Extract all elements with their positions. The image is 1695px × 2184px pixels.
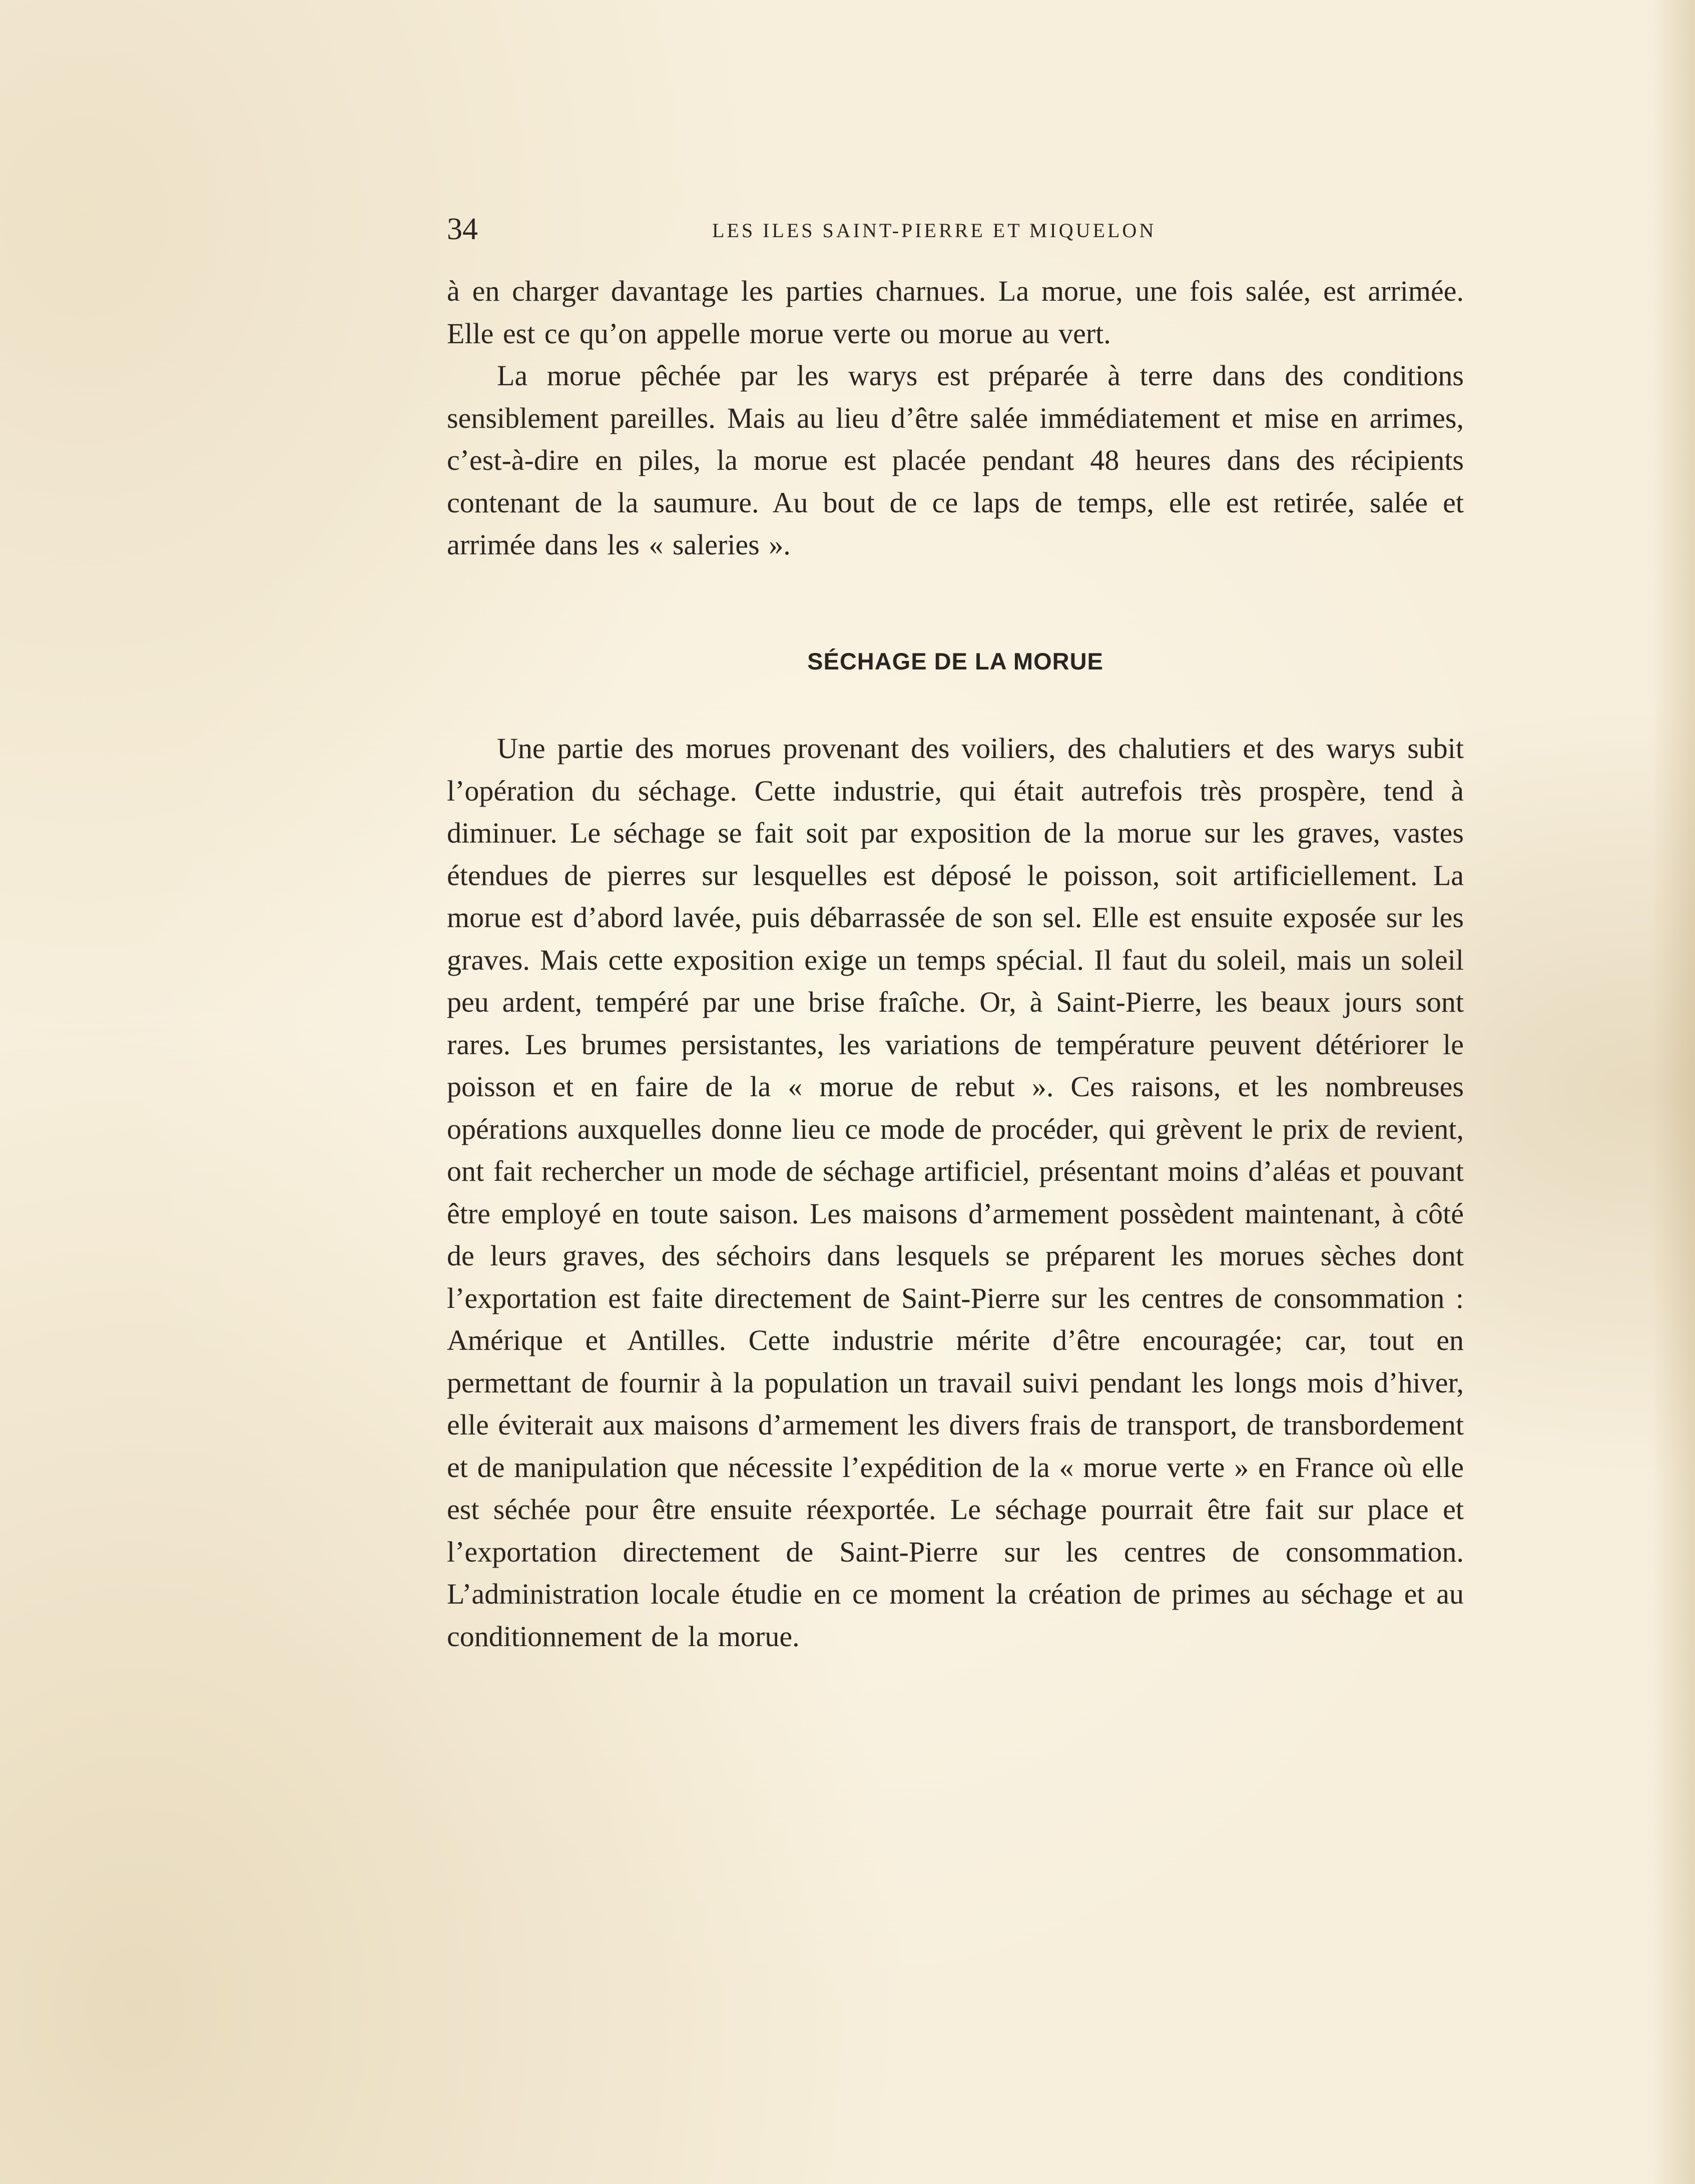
paragraph-sechage: Une partie des morues provenant des voiliers, des chalutiers et des warys subit l’opération du séchage. Cette industrie, qui était autrefois très prospère, tend à diminuer. Le séchage se fait soit par exposition de la morue sur les graves, vastes étendues de pierres sur lesquelles est déposé le poisson, soit artificiellement. La morue est d’abord lavée, puis débarrassée de son sel. Elle est ensuite exposée sur les graves. Mais cette exposition exige un temps spécial. Il faut du soleil, mais un soleil peu ardent, tempéré par une brise fraîche. Or, à Saint-Pierre, les beaux jours sont rares. Les brumes persistantes, les variations de température peuvent détériorer le poisson et en faire de la « morue de rebut ». Ces raisons, et les nombreuses opérations auxquelles donne lieu ce mode de procéder, qui grèvent le prix de revient, ont fait rechercher un mode de séchage artificiel, présentant moins d’aléas et pouvant être employé en toute saison. Les maisons d’armement possèdent maintenant, à côté de leurs graves, des séchoirs dans lesquels se préparent les morues sèches dont l’exportation est faite directement de Saint-Pierre sur les centres de consommation : Amérique et Antilles. Cette industrie mérite d’être encouragée; car, tout en permettant de fournir à la population un travail suivi pendant les longs mois d’hiver, elle éviterait aux maisons d’armement les divers frais de transport, de transbordement et de manipulation que nécessite l’expédition de la « morue verte » en France où elle est séchée pour être ensuite réexportée. Le séchage pourrait être fait sur place et l’exportation directement de Saint-Pierre sur les centres de consommation. L’administration locale étudie en ce moment la création de primes au séchage et au conditionnement de la morue. <box>447 732 1464 1653</box>
paragraph-warys: La morue pêchée par les warys est préparée à terre dans des conditions sensiblement pareilles. Mais au lieu d’être salée immédiatement et mise en arrimes, c’est-à-dire en piles, la morue est placée pendant 48 heures dans des récipients contenant de la saumure. Au bout de ce laps de temps, elle est retirée, salée et arrimée dans les « saleries ». <box>447 359 1464 561</box>
continued-text <box>447 270 1464 566</box>
page-edge-shadow <box>1650 0 1695 2184</box>
paragraph-continued: à en charger davantage les parties charnues. La morue, une fois salée, est arrimée. Elle est ce qu’on appelle morue verte ou morue au vert. <box>447 275 1464 350</box>
section-body <box>447 727 1464 1658</box>
page-number: 34 <box>447 212 478 246</box>
running-title: LES ILES SAINT-PIERRE ET MIQUELON <box>712 219 1157 242</box>
page-header <box>447 209 1193 249</box>
section-heading: SÉCHAGE DE LA MORUE <box>807 648 1103 674</box>
